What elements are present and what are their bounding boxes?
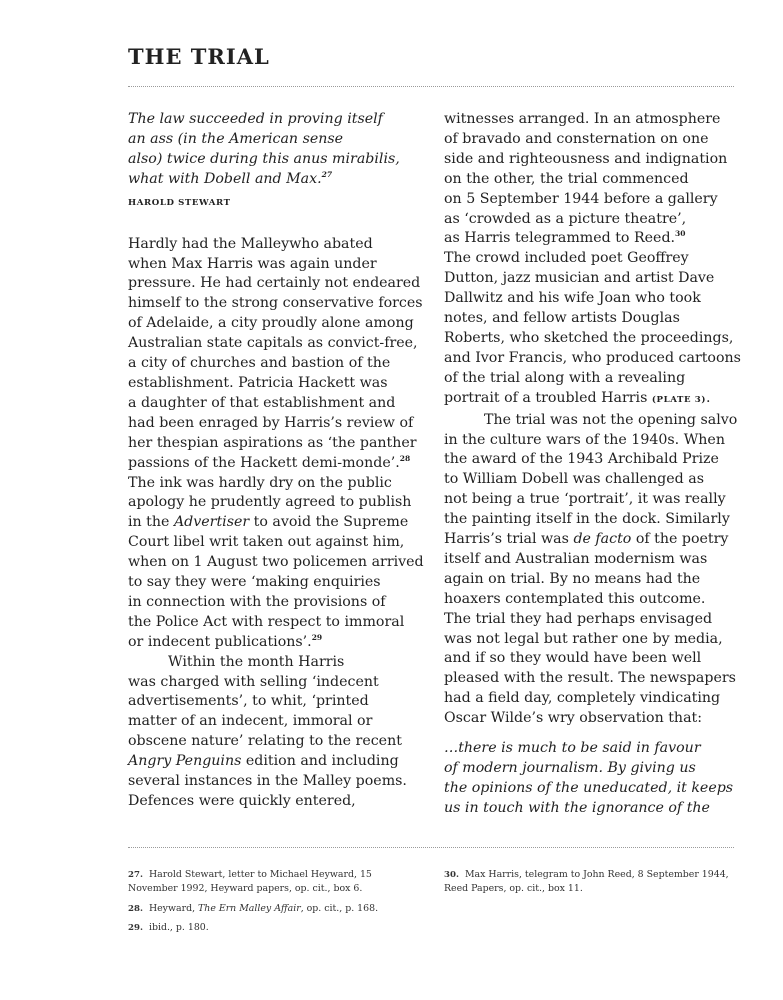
footnote-ref-30: 30: [675, 229, 686, 239]
text-line: [444, 530, 744, 550]
text-line: and Ivor Francis, who produced cartoons: [444, 349, 741, 366]
left-column: [128, 110, 434, 812]
footnote-divider: [128, 847, 734, 848]
text-line: several instances in the Malley poems.: [128, 773, 407, 790]
text-line: Hardly had the Malleywho abated: [128, 235, 373, 252]
text-line: had been enraged by Harris’s review of: [128, 414, 414, 431]
footnote-text: November 1992, Heyward papers, op. cit., box 6.: [128, 883, 363, 894]
text-line: on 5 September 1944 before a gallery: [444, 190, 718, 207]
text-line: the Police Act with respect to immoral: [128, 613, 405, 630]
quote-line: of modern journalism. By giving us: [444, 760, 696, 776]
text-line: was not legal but rather one by media,: [444, 630, 723, 647]
footnote-text: , op. cit., p. 168.: [300, 903, 379, 914]
text-segment: portrait of a troubled Harris: [444, 389, 652, 406]
text-line: to William Dobell was challenged as: [444, 471, 704, 488]
body-paragraph: [128, 653, 434, 812]
footnote-number: 28.: [128, 904, 143, 914]
footnote-text: Heyward,: [148, 903, 199, 914]
text-line: Oscar Wilde’s wry observation that:: [444, 710, 703, 727]
text-line: [128, 752, 434, 772]
text-line: side and righteousness and indignation: [444, 150, 728, 167]
text-line: not being a true ‘portrait’, it was really: [444, 491, 726, 508]
footnote-28: [128, 902, 428, 916]
text-line: and if so they would have been well: [444, 650, 702, 667]
body-paragraph: [444, 110, 744, 411]
text-line: when on 1 August two policemen arrived: [128, 554, 424, 571]
text-line: pressure. He had certainly not endeared: [128, 275, 421, 292]
body-paragraph: [128, 235, 434, 653]
footnote-29: [128, 921, 428, 935]
text-line: a daughter of that establishment and: [128, 394, 396, 411]
text-segment: .: [706, 389, 711, 406]
footnote-text: ibid., p. 180.: [148, 922, 209, 933]
footnote-27: [128, 868, 428, 896]
text-line: [128, 454, 434, 474]
epigraph-line: also) twice during this anus mirabilis,: [128, 150, 400, 167]
text-line: [128, 633, 434, 653]
text-line: Dallwitz and his wife Joan who took: [444, 290, 701, 307]
text-line: establishment. Patricia Hackett was: [128, 374, 388, 391]
footnote-text: Reed Papers, op. cit., box 11.: [444, 883, 583, 894]
text-segment: passions of the Hackett demi-monde’.: [128, 454, 400, 471]
text-line: The trial they had perhaps envisaged: [444, 610, 713, 627]
text-line: had a field day, completely vindicating: [444, 690, 721, 707]
text-segment: edition and including: [241, 753, 399, 770]
book-title: The Ern Malley Affair: [198, 903, 301, 914]
text-line: a city of churches and bastion of the: [128, 355, 391, 372]
text-line: of Adelaide, a city proudly alone among: [128, 315, 414, 332]
text-line: himself to the strong conservative forces: [128, 295, 423, 312]
text-line: her thespian aspirations as ‘the panther: [128, 434, 417, 451]
quote-line: the opinions of the uneducated, it keeps: [444, 779, 734, 796]
right-column: [444, 110, 744, 819]
text-line: The trial was not the opening salvo: [484, 411, 738, 428]
epigraph-line: The law succeeded in proving itself: [128, 111, 383, 127]
footnote-text: Max Harris, telegram to John Reed, 8 September 1944,: [464, 869, 729, 880]
footnote-text: Harold Stewart, letter to Michael Heyward, 15: [148, 869, 372, 880]
footnote-30: [444, 868, 744, 896]
text-line: the painting itself in the dock. Similarly: [444, 511, 730, 528]
footnote-number: 30.: [444, 870, 459, 880]
text-line: [128, 513, 434, 533]
text-line: Defences were quickly entered,: [128, 793, 356, 809]
text-segment: or indecent publications’.: [128, 633, 312, 650]
top-divider: [128, 86, 734, 87]
text-line: Roberts, who sketched the proceedings,: [444, 329, 734, 346]
text-line: as ‘crowded as a picture theatre’,: [444, 210, 687, 227]
text-line: the award of the 1943 Archibald Prize: [444, 451, 719, 468]
text-line: obscene nature’ relating to the recent: [128, 733, 402, 750]
text-line: in the culture wars of the 1940s. When: [444, 431, 725, 448]
text-line: advertisements’, to whit, ‘printed: [128, 693, 369, 710]
epigraph: [128, 110, 434, 209]
text-line: itself and Australian modernism was: [444, 550, 708, 567]
footnote-ref-27: 27: [321, 169, 333, 179]
text-line: of bravado and consternation on one: [444, 130, 709, 147]
text-line: matter of an indecent, immoral or: [128, 713, 373, 730]
text-segment: of the poetry: [631, 531, 729, 548]
footnote-ref-28: 28: [399, 453, 411, 463]
text-line: The crowd included poet Geoffrey: [444, 250, 689, 267]
text-line: notes, and fellow artists Douglas: [444, 310, 680, 327]
epigraph-attribution: HAROLD STEWART: [128, 197, 231, 208]
body-paragraph: [444, 411, 744, 730]
text-line: hoaxers contemplated this outcome.: [444, 590, 706, 607]
quote-line: …there is much to be said in favour: [444, 740, 701, 757]
text-line: apology he prudently agreed to publish: [128, 494, 412, 511]
page-title: THE TRIAL: [128, 44, 270, 69]
epigraph-text: what with Dobell and Max.: [128, 170, 322, 187]
text-line: to say they were ‘making enquiries: [128, 574, 381, 591]
quote-line: us in touch with the ignorance of the: [444, 799, 710, 816]
footnote-number: 29.: [128, 923, 143, 933]
text-line: pleased with the result. The newspapers: [444, 670, 736, 687]
text-line: on the other, the trial commenced: [444, 170, 689, 187]
epigraph-line: an ass (in the American sense: [128, 130, 344, 147]
text-line: Australian state capitals as convict-free,: [128, 335, 418, 352]
text-line: when Max Harris was again under: [128, 255, 377, 272]
text-line: The ink was hardly dry on the public: [128, 474, 392, 491]
text-segment: as Harris telegrammed to Reed.: [444, 230, 676, 247]
text-line: again on trial. By no means had the: [444, 570, 701, 587]
text-line: Court libel writ taken out against him,: [128, 534, 405, 551]
block-quote: [444, 739, 744, 819]
text-segment: to avoid the Supreme: [249, 514, 409, 531]
publication-title: Angry Penguins: [128, 753, 242, 770]
text-line: witnesses arranged. In an atmosphere: [444, 111, 721, 127]
text-line: Dutton, jazz musician and artist Dave: [444, 270, 715, 287]
epigraph-line: [128, 170, 434, 190]
publication-title: Advertiser: [173, 514, 250, 531]
text-line: [444, 229, 744, 249]
footnote-ref-29: 29: [311, 632, 323, 642]
text-line: [444, 389, 744, 411]
text-line: of the trial along with a revealing: [444, 369, 686, 386]
emphasis: de facto: [573, 531, 632, 548]
text-line: in connection with the provisions of: [128, 593, 386, 610]
text-segment: in the: [128, 514, 174, 531]
text-segment: Harris’s trial was: [444, 531, 574, 548]
text-line: was charged with selling ‘indecent: [128, 673, 379, 690]
footnote-number: 27.: [128, 870, 143, 880]
text-line: Within the month Harris: [168, 653, 345, 670]
plate-reference: (PLATE 3): [651, 394, 707, 405]
